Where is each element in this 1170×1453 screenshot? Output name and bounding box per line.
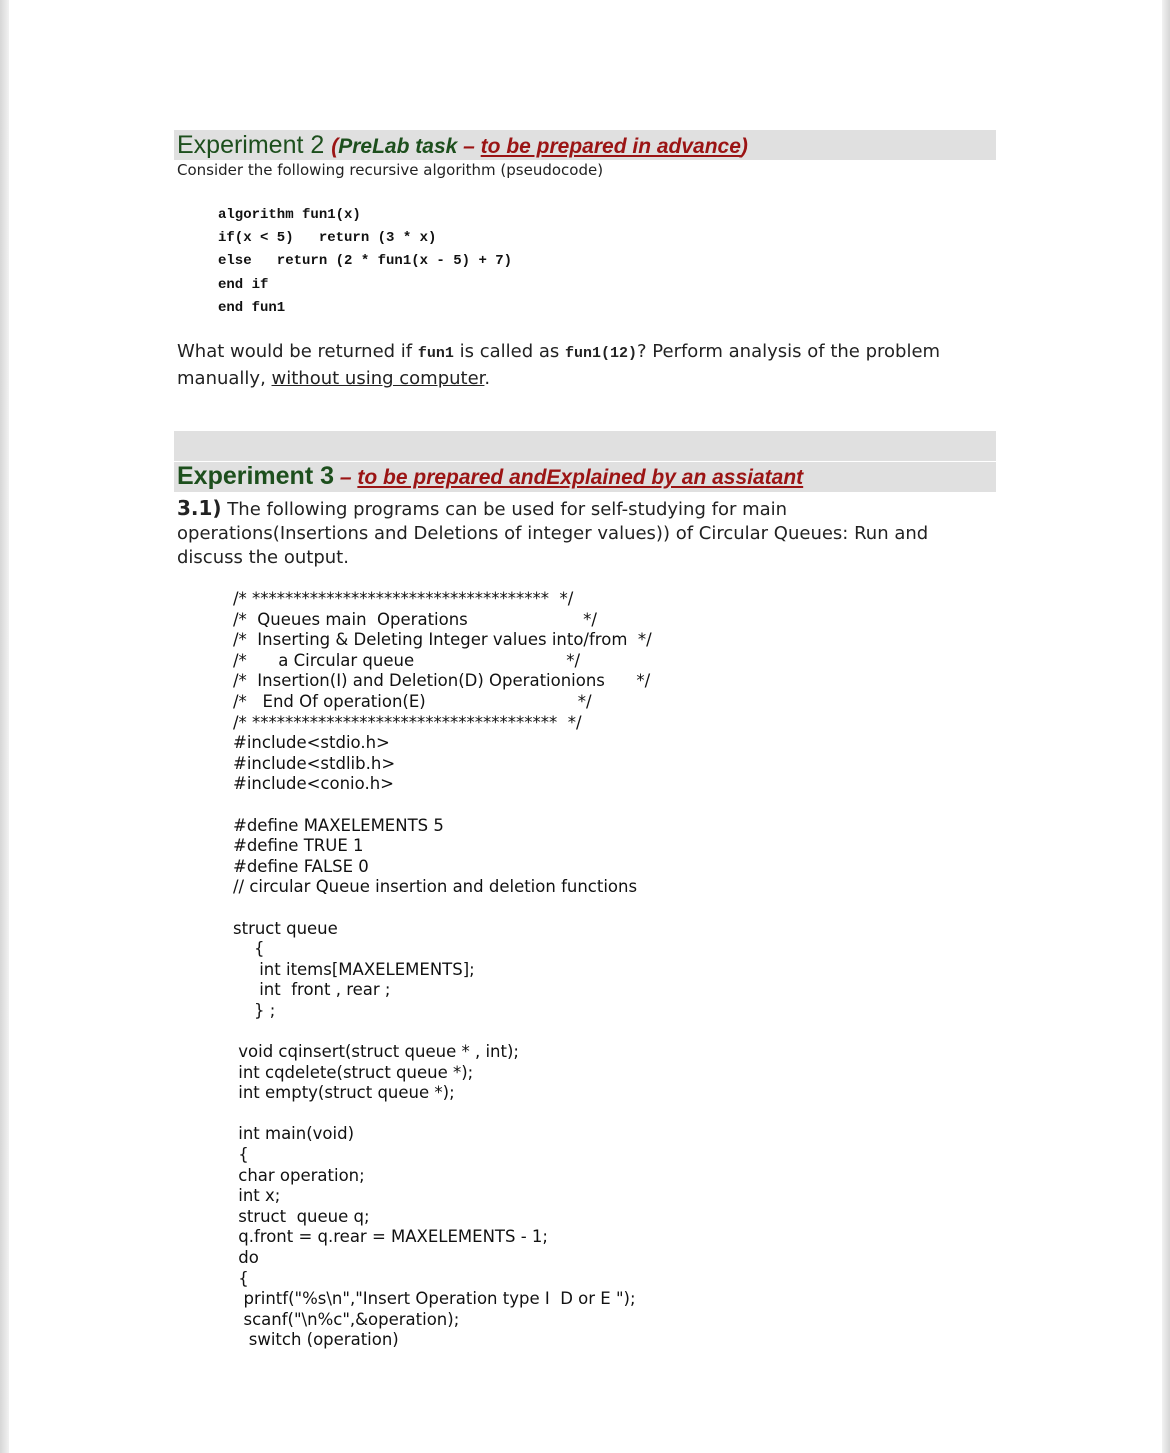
code-line: // circular Queue insertion and deletion functions bbox=[233, 877, 638, 897]
question-call: fun1(12) bbox=[564, 345, 637, 362]
exp2-question bbox=[177, 339, 977, 391]
question-text: . bbox=[484, 368, 491, 389]
code-block bbox=[233, 589, 652, 1351]
exp3-dash: – bbox=[334, 466, 358, 489]
question-fn: fun1 bbox=[417, 345, 454, 362]
code-line: int x; bbox=[233, 1186, 281, 1206]
algorithm-line: if(x < 5) return (3 * x) bbox=[218, 230, 437, 247]
code-line: struct queue q; bbox=[233, 1206, 370, 1226]
code-line: switch (operation) bbox=[233, 1330, 399, 1350]
code-line: { bbox=[233, 1268, 249, 1288]
code-line: /* Queues main Operations */ bbox=[233, 609, 597, 629]
question-text: ? Perform analysis of the problem manually, bbox=[177, 341, 941, 389]
code-line: } ; bbox=[233, 1000, 276, 1020]
page-shadow-right bbox=[1162, 0, 1170, 1453]
algorithm-line: else return (2 * fun1(x - 5) + 7) bbox=[218, 253, 513, 270]
exp2-paren-close: ) bbox=[740, 135, 748, 158]
algorithm-block bbox=[218, 204, 512, 320]
code-line: int main(void) bbox=[233, 1124, 355, 1144]
algorithm-line: end fun1 bbox=[218, 299, 286, 316]
code-line: { bbox=[233, 1145, 249, 1165]
code-line: #define TRUE 1 bbox=[233, 836, 364, 856]
code-line: printf("%s\n","Insert Operation type I D or E "); bbox=[233, 1289, 636, 1309]
code-line: char operation; bbox=[233, 1165, 365, 1185]
algorithm-line: algorithm fun1(x) bbox=[218, 207, 361, 223]
code-line: { bbox=[233, 939, 265, 959]
page-shadow-left bbox=[0, 0, 9, 1453]
question-text: is called as bbox=[453, 341, 565, 362]
exp2-dash: – bbox=[457, 135, 481, 158]
code-line: /* Inserting & Deleting Integer values into/from */ bbox=[233, 630, 652, 650]
code-line: int front , rear ; bbox=[233, 980, 391, 1000]
code-line: q.front = q.rear = MAXELEMENTS - 1; bbox=[233, 1227, 548, 1247]
exp3-title: Experiment 3 bbox=[177, 462, 335, 490]
code-line: #define MAXELEMENTS 5 bbox=[233, 815, 444, 835]
code-line: /* Insertion(I) and Deletion(D) Operationions */ bbox=[233, 671, 651, 691]
question-emphasis: without using computer bbox=[271, 368, 485, 389]
code-line: do bbox=[233, 1248, 259, 1267]
exp3-note: to be prepared andExplained by an assiatant bbox=[357, 466, 804, 489]
exp2-title: Experiment 2 bbox=[177, 131, 325, 159]
section-3-1 bbox=[177, 496, 977, 570]
code-line: int cqdelete(struct queue *); bbox=[233, 1062, 474, 1082]
code-line: #include<stdio.h> bbox=[233, 733, 390, 753]
code-line: int items[MAXELEMENTS]; bbox=[233, 959, 475, 979]
exp3-spacer-band bbox=[174, 431, 996, 461]
code-line: #include<stdlib.h> bbox=[233, 753, 396, 773]
exp2-intro: Consider the following recursive algorithm (pseudocode) bbox=[177, 161, 604, 179]
code-line: int empty(struct queue *); bbox=[233, 1083, 455, 1103]
code-line: /* ************************************ */ bbox=[233, 589, 574, 608]
exp2-heading bbox=[177, 131, 748, 160]
question-text: What would be returned if bbox=[177, 341, 418, 362]
exp3-heading bbox=[177, 462, 803, 491]
algorithm-line: end if bbox=[218, 276, 269, 293]
exp2-note: to be prepared in advance bbox=[480, 135, 741, 158]
code-line: void cqinsert(struct queue * , int); bbox=[233, 1042, 519, 1062]
code-line: #define FALSE 0 bbox=[233, 856, 369, 876]
code-line: /* ************************************* */ bbox=[233, 712, 582, 732]
section-text: The following programs can be used for self-studying for main operations(Insertions and Deletions of integer values)) of Circular Queues: Run and discuss the output. bbox=[177, 499, 929, 568]
code-line: /* End Of operation(E) */ bbox=[233, 691, 592, 711]
exp2-paren-open: ( bbox=[331, 135, 339, 158]
code-line: #include<conio.h> bbox=[233, 774, 394, 794]
section-number: 3.1) bbox=[177, 496, 222, 520]
code-line: /* a Circular queue */ bbox=[233, 650, 581, 670]
exp2-prelab-label: PreLab task bbox=[338, 135, 458, 158]
code-line: scanf("\n%c",&operation); bbox=[233, 1309, 460, 1329]
code-line: struct queue bbox=[233, 918, 338, 938]
